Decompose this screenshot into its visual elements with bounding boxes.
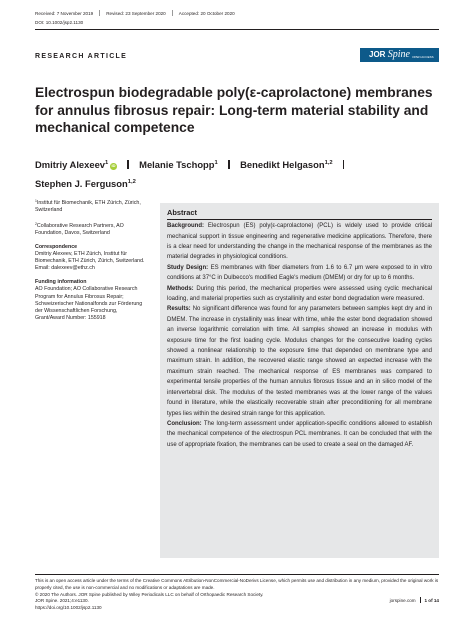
abstract-box [160,203,439,558]
revised-date: Revised: 23 September 2020 [106,11,166,16]
license-notice [35,574,439,598]
article-dates [35,10,235,16]
footer-citation: JOR Spine. 2021;4:e1130. [35,598,89,603]
author-divider [127,160,128,169]
copyright-text: © 2020 The Authors. JOR Spine published by Wiley Periodicals LLC on behalf of Orthopaedic Research Society. [35,592,264,597]
article-info-column [35,198,145,329]
funding-text: AO Foundation; AO Collaborative Research Program for Annulus Fibrosus Repair; Schweizerischer Nationalfonds zur Förderung der Wissenschaftlichen Forschung, Grant/Award Number: 155918 [35,286,143,322]
section-text: ES membranes with fiber diameters from 1.6 to 6.7 μm were exposed to in vitro conditions at 37°C in Dulbecco's modified Eagle's medium (DMEM) or dry for up to 6 months. [167,264,433,282]
abstract-study-design [167,263,432,284]
funding-block [35,279,145,322]
author-divider [228,160,229,169]
abstract-background [167,221,432,263]
author-list [35,155,435,192]
correspondence-email[interactable]: Email: dalexeev@ethz.ch [35,265,95,272]
article-doi[interactable]: DOI: 10.1002/jsp2.1130 [35,20,84,25]
page-footer [35,597,439,611]
section-label: Methods: [167,285,194,292]
affiliation-mark: 1 [35,199,37,203]
footer-divider [420,597,421,603]
journal-name: JOR [369,50,386,59]
received-date: Received: 7 November 2019 [35,11,94,16]
affiliation-text: Institut für Biomechanik, ETH Zürich, Zürich, Switzerland [35,200,141,214]
date-divider [172,10,173,16]
abstract-rule [167,219,432,220]
affiliation-text: Collaborative Research Partners, AO Foundation, Davos, Switzerland [35,222,124,237]
section-text: The long-term assessment under application-specific conditions allowed to establish the mechanical competence of the electrospun PCL membranes. It can be concluded that with the use of appropriate fixation, the membranes can be used to create a seal on the damaged AF. [167,420,432,448]
author-name[interactable]: Benedikt Helgason [240,159,325,170]
abstract-results [167,304,432,418]
journal-name-italic: Spine [387,49,410,60]
section-label: Study Design: [167,264,209,271]
section-text: No significant difference was found for any parameters between samples kept dry and in DMEM. The increase in crystallinity was linear with time, while the ester bond degradation showed an inverse logarithmic correlation with time. All samples showed an increase in modulus with exposure time for the first loading cycle. Modulus changes for the consecutive loading cycles showed a nonlinear relationship to the exposure time that depended on membrane type and maximum strain. In addition, the recovered elastic range showed an expected increase with the maximum strain reached. The mechanical response of ES membranes was compared to experimental tensile properties of the human annulus fibrosus tissue and an in silico model of the intervertebral disk. The modulus of the tested membranes was at the lower range of the values found in literature, while the elastically recoverable strain after preconditioning for all membrane types lies within the desired strain range for this application. [167,306,432,417]
correspondence-block [35,244,145,273]
author-name[interactable]: Stephen J. Ferguson [35,177,128,189]
author-affiliation-mark: 1 [214,160,218,166]
accepted-date: Accepted: 20 October 2020 [178,11,235,16]
article-title: Electrospun biodegradable poly(ε-caprolactone) membranes for annulus fibrosus repair: Long-term material stability and mechanical competence [35,85,433,135]
date-divider [99,10,100,16]
footer-site-link[interactable]: jorspine.com [389,598,416,603]
abstract-heading: Abstract [167,208,197,217]
page-number: 1 of 14 [424,598,439,603]
affiliation [35,198,145,214]
orcid-icon[interactable]: iD [111,163,116,168]
journal-subtitle: OPEN ACCESS [412,55,434,59]
abstract-conclusion [167,419,432,450]
author-affiliation-mark: 1,2 [127,178,136,185]
affiliation [35,221,145,237]
section-label: Conclusion: [167,420,202,427]
author-affiliation-mark: 1 [105,160,109,166]
funding-heading: Funding information [35,279,87,286]
abstract-methods [167,284,432,305]
footer-page-info [390,597,439,604]
journal-logo [369,49,434,61]
article-type: RESEARCH ARTICLE [35,53,128,60]
footer-doi-link[interactable]: https://doi.org/10.1002/jsp2.1130 [35,605,102,610]
license-text: This is an open access article under the terms of the Creative Commons Attribution-NonCommercial-NoDerivs License, which permits use and distribution in any medium, provided the original work is properly cited, the use is non-commercial and no modifications or adaptations are made. [35,578,439,590]
affiliation-mark: 2 [35,221,37,226]
header-rule [35,29,439,30]
author-name[interactable]: Melanie Tschopp [139,159,215,170]
author-name[interactable]: Dmitriy Alexeev [35,159,106,170]
author-divider [343,160,344,169]
author-affiliation-mark: 1,2 [324,160,333,166]
correspondence-heading: Correspondence [35,243,78,250]
section-label: Results: [167,306,191,313]
section-label: Background: [167,223,205,230]
correspondence-address: Dmitriy Alexeev, ETH Zürich, Institut für Biomechanik, ETH Zürich, Zürich, Switzerland. [35,251,145,265]
section-text: During this period, the mechanical properties were assessed using cyclic mechanical loading, and material properties such as crystallinity and ester bond degradation were measured. [167,285,432,303]
section-text: Electrospun (ES) poly(ε-caprolactone) (PCL) is widely used to provide critical mechanical support in tissue engineering and regenerative medicine applications. Therefore, there is a clear need for understanding the change in the mechanical response of the membranes as the material degrades in physiological conditions. [167,223,432,261]
